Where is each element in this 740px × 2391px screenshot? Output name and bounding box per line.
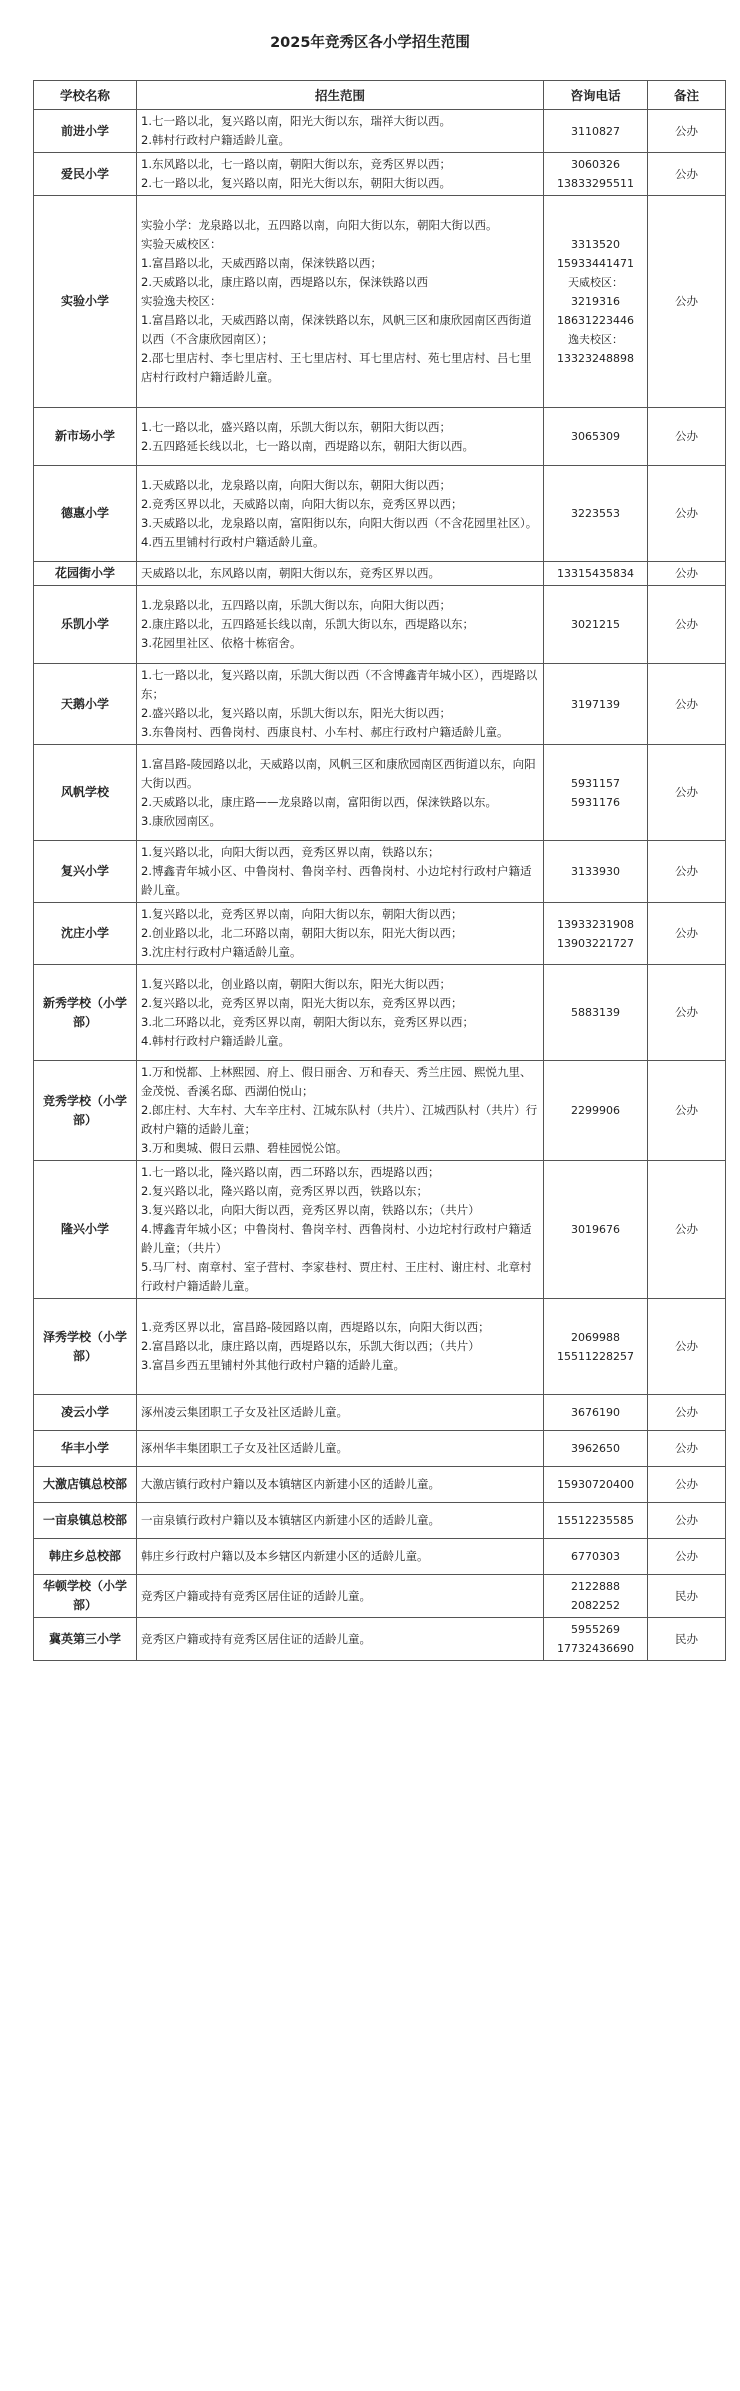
- phone-cell: [544, 1431, 648, 1467]
- range-line: 1.富昌路以北，天威西路以南，保涞铁路以东，风帆三区和康欣园南区西街道以西（不含康欣园南区）；: [141, 313, 532, 346]
- school-name: 新秀学校（小学部）: [34, 965, 137, 1061]
- range-line: 2.五四路延长线以北，七一路以南，西堤路以东，朝阳大街以西。: [141, 438, 474, 453]
- range-line: 2.盛兴路以北，复兴路以南，乐凯大街以东，阳光大街以西；: [141, 706, 451, 720]
- school-type-note: 公办: [648, 562, 726, 586]
- table-row: [34, 664, 726, 745]
- school-type-note: 公办: [648, 196, 726, 408]
- school-name: 大激店镇总校部: [34, 1467, 137, 1503]
- phone-number: 6770303: [571, 1550, 620, 1563]
- enrollment-table: [33, 80, 726, 1661]
- phone-number: 5931157: [571, 776, 620, 790]
- school-type-note: 民办: [648, 1575, 726, 1618]
- range-line: 竞秀区户籍或持有竞秀区居住证的适龄儿童。: [141, 1588, 371, 1603]
- school-name: 冀英第三小学: [34, 1618, 137, 1661]
- school-name: 新市场小学: [34, 408, 137, 466]
- table-row: [34, 408, 726, 466]
- school-type-note: 公办: [648, 110, 726, 153]
- phone-number: 13833295511: [557, 177, 634, 190]
- range-line: 4.西五里铺村行政村户籍适龄儿童。: [141, 534, 325, 549]
- enrollment-range: [137, 664, 544, 745]
- phone-cell: [544, 1618, 648, 1661]
- range-line: 3.花园里社区、依格十栋宿舍。: [141, 636, 302, 650]
- range-line: 2.创业路以北，北二环路以南，朝阳大街以东，阳光大街以西；: [141, 926, 463, 940]
- range-line: 3.北二环路以北，竞秀区界以南，朝阳大街以东，竞秀区界以西；: [141, 1014, 474, 1029]
- school-name: 爱民小学: [34, 153, 137, 196]
- range-line: 1.万和悦都、上林熙园、府上、假日丽舍、万和春天、秀兰庄园、熙悦九里、金茂悦、香溪名邸、西湖伯悦山；: [141, 1065, 532, 1098]
- phone-cell: [544, 1161, 648, 1299]
- range-line: 韩庄乡行政村户籍以及本乡辖区内新建小区的适龄儿童。: [141, 1549, 429, 1563]
- school-name: 华丰小学: [34, 1431, 137, 1467]
- school-name: 竞秀学校（小学部）: [34, 1061, 137, 1161]
- range-line: 3.天威路以北，龙泉路以南，富阳街以东，向阳大街以西（不含花园里社区）。: [141, 515, 538, 530]
- phone-cell: [544, 1061, 648, 1161]
- school-type-note: 公办: [648, 841, 726, 903]
- table-row: [34, 745, 726, 841]
- table-row: [34, 586, 726, 664]
- school-name: 隆兴小学: [34, 1161, 137, 1299]
- school-name: 沈庄小学: [34, 903, 137, 965]
- range-line: 3.万和奥城、假日云鼎、碧桂园悦公馆。: [141, 1141, 348, 1155]
- phone-number: 3060326: [571, 158, 620, 171]
- range-line: 2.韩村行政村户籍适龄儿童。: [141, 133, 290, 147]
- enrollment-range: [137, 1503, 544, 1539]
- phone-number: 2299906: [571, 1104, 620, 1117]
- school-name: 天鹅小学: [34, 664, 137, 745]
- phone-number: 2069988: [571, 1330, 620, 1344]
- phone-number: 13933231908: [557, 917, 634, 931]
- table-row: [34, 1575, 726, 1618]
- phone-cell: [544, 466, 648, 562]
- enrollment-range: [137, 562, 544, 586]
- range-line: 3.复兴路以北，向阳大街以西，竞秀区界以南，铁路以东；（共片）: [141, 1203, 480, 1217]
- range-line: 5.马厂村、南章村、室子营村、李家巷村、贾庄村、王庄村、谢庄村、北章村行政村户籍适龄儿童。: [141, 1260, 532, 1293]
- school-name: 复兴小学: [34, 841, 137, 903]
- range-line: 1.七一路以北，隆兴路以南，西二环路以东，西堤路以西；: [141, 1165, 440, 1179]
- phone-cell: [544, 153, 648, 196]
- enrollment-range: [137, 196, 544, 408]
- page-title: 2025年竞秀区各小学招生范围: [270, 35, 470, 51]
- school-name: 花园街小学: [34, 562, 137, 586]
- range-line: 3.富昌乡西五里铺村外其他行政村户籍的适龄儿童。: [141, 1358, 405, 1372]
- enrollment-range: [137, 1061, 544, 1161]
- phone-cell: [544, 408, 648, 466]
- range-line: 4.博鑫青年城小区；中鲁岗村、鲁岗辛村、西鲁岗村、小边坨村行政村户籍适龄儿童；（共片）: [141, 1222, 532, 1255]
- table-row: [34, 1467, 726, 1503]
- phone-number: 3197139: [571, 697, 620, 711]
- phone-cell: [544, 1503, 648, 1539]
- range-line: 2.竞秀区界以北，天威路以南，向阳大街以东，竞秀区界以西；: [141, 496, 463, 511]
- school-type-note: 公办: [648, 1503, 726, 1539]
- phone-cell: [544, 841, 648, 903]
- phone-cell: [544, 664, 648, 745]
- school-name: 华顿学校（小学部）: [34, 1575, 137, 1618]
- range-line: 1.富昌路以北，天威西路以南，保涞铁路以西；: [141, 256, 382, 270]
- range-line: 1.龙泉路以北，五四路以南，乐凯大街以东，向阳大街以西；: [141, 598, 451, 612]
- phone-number: 2082252: [571, 1599, 620, 1612]
- range-line: 天威路以北，东风路以南，朝阳大街以东，竞秀区界以西。: [141, 566, 440, 580]
- enrollment-range: [137, 1161, 544, 1299]
- enrollment-range: [137, 408, 544, 466]
- range-line: 4.韩村行政村户籍适龄儿童。: [141, 1033, 290, 1048]
- range-line: 2.七一路以北，复兴路以南，阳光大街以东，朝阳大街以西。: [141, 176, 451, 190]
- phone-number: 3110827: [571, 124, 620, 138]
- school-name: 实验小学: [34, 196, 137, 408]
- phone-cell: [544, 1299, 648, 1395]
- school-type-note: 公办: [648, 1467, 726, 1503]
- table-row: [34, 1161, 726, 1299]
- enrollment-range: [137, 1395, 544, 1431]
- phone-number: 5955269: [571, 1623, 620, 1636]
- phone-number: 5883139: [571, 1006, 620, 1019]
- enrollment-range: [137, 1539, 544, 1575]
- range-line: 2.复兴路以北，竞秀区界以南，阳光大街以东，竞秀区界以西；: [141, 995, 463, 1010]
- enrollment-range: [137, 466, 544, 562]
- table-row: [34, 1299, 726, 1395]
- school-type-note: 公办: [648, 903, 726, 965]
- phone-number: 3313520: [571, 238, 620, 251]
- school-type-note: 民办: [648, 1618, 726, 1661]
- school-type-note: 公办: [648, 408, 726, 466]
- school-name: 德惠小学: [34, 466, 137, 562]
- range-line: 3.沈庄村行政村户籍适龄儿童。: [141, 945, 302, 959]
- phone-number: 13315435834: [557, 567, 634, 580]
- phone-number: 3019676: [571, 1223, 620, 1236]
- school-type-note: 公办: [648, 1431, 726, 1467]
- range-line: 1.天威路以北，龙泉路以南，向阳大街以东，朝阳大街以西；: [141, 477, 451, 492]
- phone-cell: [544, 586, 648, 664]
- range-line: 1.七一路以北，复兴路以南，阳光大街以东，瑞祥大街以西。: [141, 114, 451, 128]
- school-name: 前进小学: [34, 110, 137, 153]
- table-row: [34, 562, 726, 586]
- phone-number: 13323248898: [557, 352, 634, 365]
- enrollment-range: [137, 745, 544, 841]
- table-row: [34, 1061, 726, 1161]
- phone-cell: [544, 965, 648, 1061]
- range-line: 1.竞秀区界以北，富昌路-陵园路以南，西堤路以东，向阳大街以西；: [141, 1320, 490, 1334]
- range-line: 2.邵七里店村、李七里店村、王七里店村、耳七里店村、苑七里店村、吕七里店村行政村户籍适龄儿童。: [141, 351, 532, 384]
- school-name: 泽秀学校（小学部）: [34, 1299, 137, 1395]
- enrollment-range: [137, 153, 544, 196]
- school-name: 韩庄乡总校部: [34, 1539, 137, 1575]
- phone-number: 2122888: [571, 1580, 620, 1593]
- phone-number: 3021215: [571, 618, 620, 631]
- enrollment-range: [137, 841, 544, 903]
- phone-number: 3133930: [571, 865, 620, 878]
- phone-cell: [544, 1395, 648, 1431]
- phone-number: 3219316: [571, 295, 620, 308]
- phone-number: 15511228257: [557, 1349, 634, 1363]
- phone-number: 18631223446: [557, 314, 634, 327]
- school-type-note: 公办: [648, 1161, 726, 1299]
- header-phone: 咨询电话: [544, 81, 648, 110]
- phone-number: 天威校区：: [568, 276, 623, 289]
- range-line: 1.复兴路以北，竞秀区界以南，向阳大街以东，朝阳大街以西；: [141, 907, 463, 921]
- header-note: 备注: [648, 81, 726, 110]
- range-line: 2.富昌路以北，康庄路以南，西堤路以东，乐凯大街以西；（共片）: [141, 1339, 480, 1353]
- enrollment-range: [137, 586, 544, 664]
- table-row: [34, 196, 726, 408]
- range-line: 1.复兴路以北，创业路以南，朝阳大街以东，阳光大街以西；: [141, 976, 451, 991]
- school-type-note: 公办: [648, 466, 726, 562]
- phone-number: 3676190: [571, 1406, 620, 1419]
- phone-number: 15933441471: [557, 257, 634, 270]
- phone-cell: [544, 562, 648, 586]
- range-line: 大激店镇行政村户籍以及本镇辖区内新建小区的适龄儿童。: [141, 1477, 440, 1491]
- range-line: 1.七一路以北，复兴路以南，乐凯大街以西（不含博鑫青年城小区），西堤路以东；: [141, 668, 538, 701]
- phone-number: 3223553: [571, 507, 620, 520]
- range-line: 竞秀区户籍或持有竞秀区居住证的适龄儿童。: [141, 1631, 371, 1646]
- enrollment-range: [137, 1431, 544, 1467]
- table-row: [34, 153, 726, 196]
- range-line: 1.复兴路以北，向阳大街以西，竞秀区界以南，铁路以东；: [141, 845, 440, 859]
- range-line: 实验天威校区：: [141, 237, 222, 251]
- range-line: 1.富昌路-陵园路以北，天威路以南，风帆三区和康欣园南区西街道以东，向阳大街以西。: [141, 756, 536, 790]
- phone-number: 15930720400: [557, 1478, 634, 1491]
- table-body: [34, 110, 726, 1661]
- enrollment-range: [137, 903, 544, 965]
- range-line: 2.复兴路以北，隆兴路以南，竞秀区界以西，铁路以东；: [141, 1184, 428, 1198]
- school-type-note: 公办: [648, 1061, 726, 1161]
- range-line: 3.东鲁岗村、西鲁岗村、西康良村、小车村、郝庄行政村户籍适龄儿童。: [141, 725, 509, 739]
- enrollment-range: [137, 965, 544, 1061]
- range-line: 2.康庄路以北，五四路延长线以南，乐凯大街以东，西堤路以东；: [141, 617, 474, 631]
- range-line: 2.博鑫青年城小区、中鲁岗村、鲁岗辛村、西鲁岗村、小边坨村行政村户籍适龄儿童。: [141, 864, 532, 897]
- phone-cell: [544, 745, 648, 841]
- range-line: 一亩泉镇行政村户籍以及本镇辖区内新建小区的适龄儿童。: [141, 1513, 440, 1527]
- table-row: [34, 903, 726, 965]
- phone-number: 5931176: [571, 795, 620, 809]
- phone-cell: [544, 1575, 648, 1618]
- range-line: 1.七一路以北，盛兴路以南，乐凯大街以东，朝阳大街以西；: [141, 419, 451, 434]
- range-line: 3.康欣园南区。: [141, 813, 221, 828]
- school-type-note: 公办: [648, 664, 726, 745]
- table-row: [34, 841, 726, 903]
- phone-number: 17732436690: [557, 1642, 634, 1655]
- school-name: 乐凯小学: [34, 586, 137, 664]
- table-row: [34, 466, 726, 562]
- range-line: 涿州凌云集团职工子女及社区适龄儿童。: [141, 1405, 348, 1419]
- phone-cell: [544, 1539, 648, 1575]
- range-line: 涿州华丰集团职工子女及社区适龄儿童。: [141, 1441, 348, 1455]
- phone-number: 逸夫校区：: [568, 333, 623, 346]
- range-line: 2.天威路以北，康庄路——龙泉路以南，富阳街以西，保涞铁路以东。: [141, 794, 497, 809]
- enrollment-range: [137, 1618, 544, 1661]
- school-name: 风帆学校: [34, 745, 137, 841]
- phone-number: 13903221727: [557, 936, 634, 950]
- range-line: 2.郎庄村、大车村、大车辛庄村、江城东队村（共片）、江城西队村（共片）行政村户籍的适龄儿童；: [141, 1103, 538, 1136]
- school-type-note: 公办: [648, 153, 726, 196]
- page: [0, 26, 740, 1661]
- phone-number: 15512235585: [557, 1514, 634, 1527]
- phone-number: 3962650: [571, 1442, 620, 1455]
- table-header-row: [34, 81, 726, 110]
- school-type-note: 公办: [648, 1299, 726, 1395]
- table-row: [34, 1539, 726, 1575]
- table-row: [34, 1431, 726, 1467]
- table-row: [34, 1503, 726, 1539]
- enrollment-range: [137, 1467, 544, 1503]
- school-type-note: 公办: [648, 965, 726, 1061]
- table-row: [34, 965, 726, 1061]
- phone-number: 3065309: [571, 430, 620, 443]
- header-enrollment-range: 招生范围: [137, 81, 544, 110]
- range-line: 实验小学：龙泉路以北，五四路以南，向阳大街以东，朝阳大街以西。: [141, 218, 498, 232]
- school-type-note: 公办: [648, 586, 726, 664]
- school-name: 一亩泉镇总校部: [34, 1503, 137, 1539]
- enrollment-range: [137, 1575, 544, 1618]
- phone-cell: [544, 1467, 648, 1503]
- range-line: 2.天威路以北，康庄路以南，西堤路以东，保涞铁路以西: [141, 275, 428, 289]
- table-row: [34, 110, 726, 153]
- phone-cell: [544, 903, 648, 965]
- school-type-note: 公办: [648, 1539, 726, 1575]
- school-type-note: 公办: [648, 745, 726, 841]
- enrollment-range: [137, 110, 544, 153]
- school-name: 凌云小学: [34, 1395, 137, 1431]
- header-school-name: 学校名称: [34, 81, 137, 110]
- phone-cell: [544, 110, 648, 153]
- table-row: [34, 1395, 726, 1431]
- enrollment-range: [137, 1299, 544, 1395]
- school-type-note: 公办: [648, 1395, 726, 1431]
- table-row: [34, 1618, 726, 1661]
- range-line: 实验逸夫校区：: [141, 294, 222, 308]
- phone-cell: [544, 196, 648, 408]
- range-line: 1.东风路以北，七一路以南，朝阳大街以东，竞秀区界以西；: [141, 157, 451, 171]
